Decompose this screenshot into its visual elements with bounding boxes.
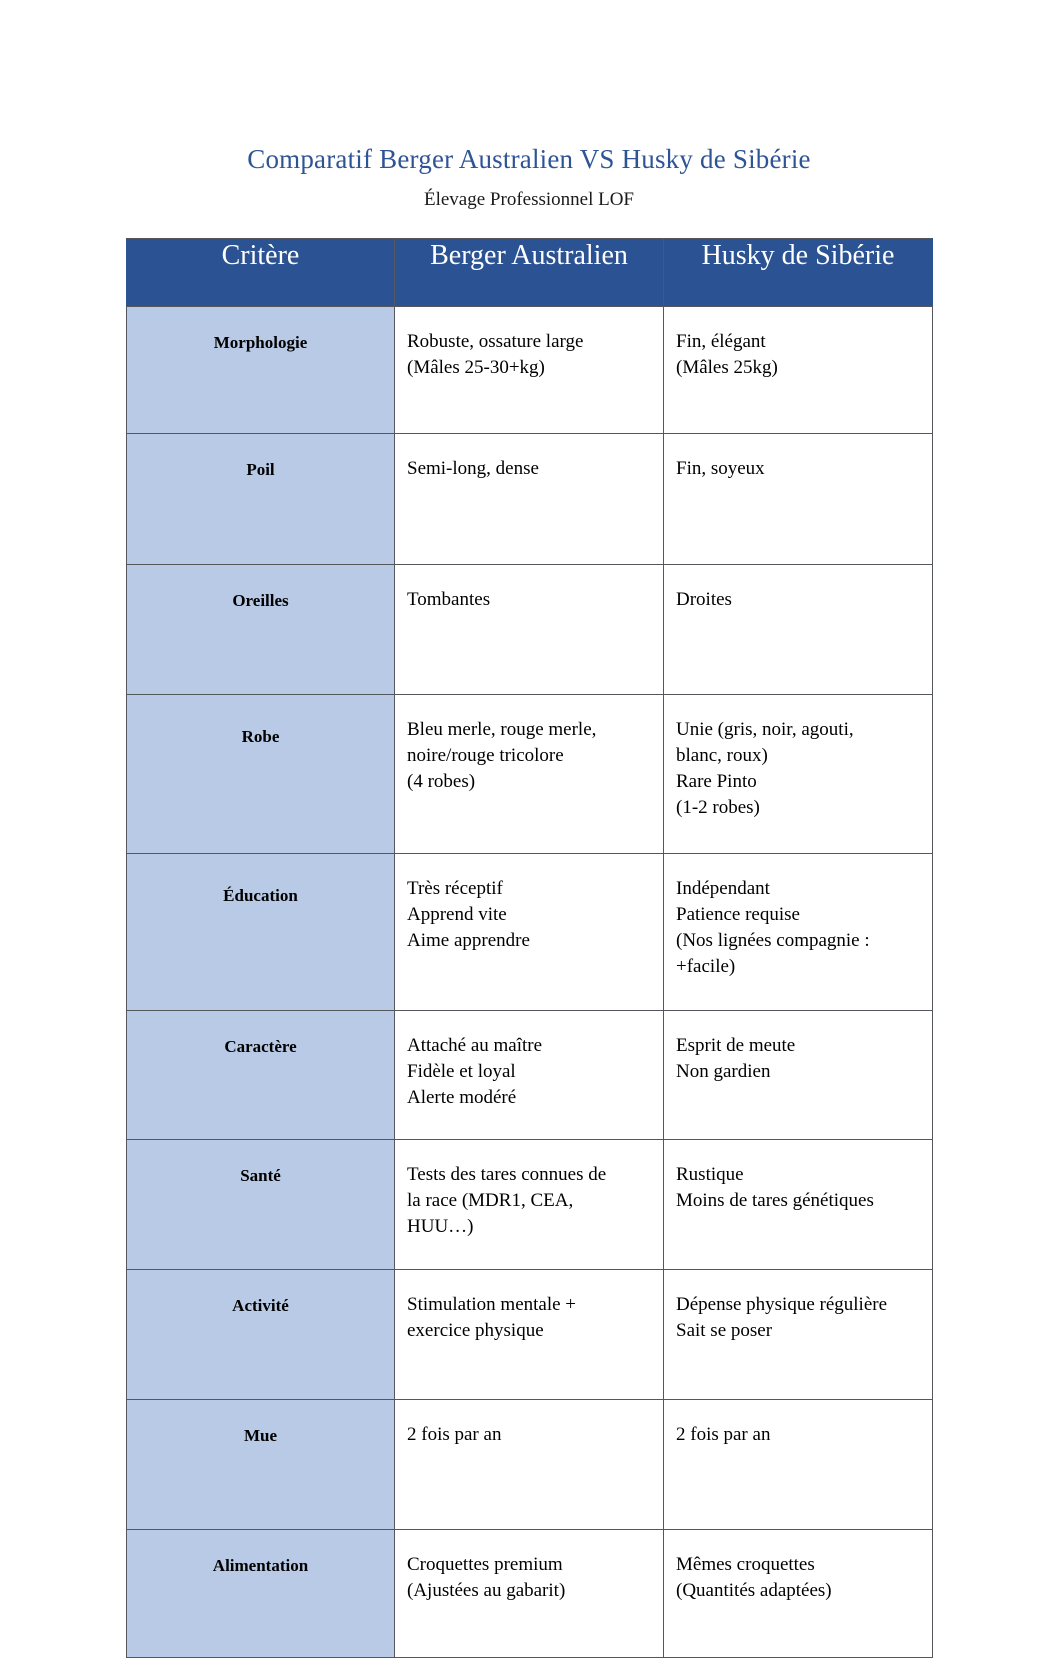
value-husky-de-siberie (664, 1530, 933, 1658)
value-berger-australien (395, 1270, 664, 1400)
cell-line: +facile) (676, 956, 736, 977)
cell-line: Attaché au maître (407, 1035, 543, 1056)
criteria-label: Activité (127, 1270, 395, 1400)
value-berger-australien (395, 1011, 664, 1140)
cell-line: la race (MDR1, CEA, (407, 1190, 574, 1211)
criteria-label: Oreilles (127, 565, 395, 695)
table-row (127, 1530, 933, 1658)
value-husky-de-siberie (664, 1011, 933, 1140)
value-husky-de-siberie (664, 854, 933, 1011)
table-header (127, 239, 933, 307)
cell-line: (4 robes) (407, 771, 476, 792)
column-header-criteria: Critère (127, 239, 395, 307)
cell-line: Indépendant (676, 878, 770, 899)
cell-line: Tombantes (407, 589, 491, 610)
value-husky-de-siberie (664, 695, 933, 854)
cell-line: Fin, soyeux (676, 458, 765, 479)
criteria-label: Mue (127, 1400, 395, 1530)
criteria-label: Poil (127, 434, 395, 565)
cell-line: Dépense physique régulière (676, 1294, 888, 1315)
value-berger-australien (395, 1400, 664, 1530)
criteria-label: Robe (127, 695, 395, 854)
table-row (127, 565, 933, 695)
page-title: Comparatif Berger Australien VS Husky de Sibérie (247, 144, 811, 175)
cell-line: noire/rouge tricolore (407, 745, 564, 766)
cell-line: Rare Pinto (676, 771, 757, 792)
criteria-label: Alimentation (127, 1530, 395, 1658)
cell-line: Bleu merle, rouge merle, (407, 719, 597, 740)
value-husky-de-siberie (664, 434, 933, 565)
table-row (127, 1140, 933, 1270)
cell-line: Droites (676, 589, 732, 610)
cell-line: 2 fois par an (407, 1424, 502, 1445)
cell-line: exercice physique (407, 1320, 544, 1341)
table-header-row (127, 239, 933, 307)
cell-line: (Mâles 25-30+kg) (407, 357, 545, 378)
value-berger-australien (395, 695, 664, 854)
table-row (127, 307, 933, 434)
cell-line: Robuste, ossature large (407, 331, 584, 352)
value-berger-australien (395, 854, 664, 1011)
cell-line: Non gardien (676, 1061, 771, 1082)
value-husky-de-siberie (664, 1400, 933, 1530)
cell-line: Rustique (676, 1164, 744, 1185)
cell-line: (Mâles 25kg) (676, 357, 778, 378)
criteria-label: Éducation (127, 854, 395, 1011)
table-body (127, 307, 933, 1658)
value-husky-de-siberie (664, 1270, 933, 1400)
cell-line: Esprit de meute (676, 1035, 796, 1056)
value-husky-de-siberie (664, 1140, 933, 1270)
criteria-label: Santé (127, 1140, 395, 1270)
value-husky-de-siberie (664, 565, 933, 695)
criteria-label: Caractère (127, 1011, 395, 1140)
value-berger-australien (395, 565, 664, 695)
cell-line: Stimulation mentale + (407, 1294, 577, 1315)
value-berger-australien (395, 1530, 664, 1658)
cell-line: (Quantités adaptées) (676, 1580, 832, 1601)
column-header-husky-de-siberie: Husky de Sibérie (664, 239, 933, 307)
cell-line: Semi-long, dense (407, 458, 539, 479)
table-row (127, 1011, 933, 1140)
cell-line: Moins de tares génétiques (676, 1190, 874, 1211)
column-header-berger-australien: Berger Australien (395, 239, 664, 307)
cell-line: 2 fois par an (676, 1424, 771, 1445)
cell-line: Fidèle et loyal (407, 1061, 516, 1082)
value-berger-australien (395, 307, 664, 434)
cell-line: Fin, élégant (676, 331, 766, 352)
cell-line: (Ajustées au gabarit) (407, 1580, 566, 1601)
value-berger-australien (395, 434, 664, 565)
cell-line: (1-2 robes) (676, 797, 760, 818)
table-row (127, 434, 933, 565)
cell-line: HUU…) (407, 1216, 474, 1237)
cell-line: Très réceptif (407, 878, 503, 899)
cell-line: Sait se poser (676, 1320, 773, 1341)
table-row (127, 695, 933, 854)
cell-line: Patience requise (676, 904, 800, 925)
comparison-table (126, 238, 933, 1658)
cell-line: Croquettes premium (407, 1554, 563, 1575)
page-subtitle: Élevage Professionnel LOF (423, 189, 634, 210)
cell-line: blanc, roux) (676, 745, 768, 766)
value-husky-de-siberie (664, 307, 933, 434)
cell-line: Tests des tares connues de (407, 1164, 607, 1185)
cell-line: (Nos lignées compagnie : (676, 930, 870, 951)
criteria-label: Morphologie (127, 307, 395, 434)
cell-line: Unie (gris, noir, agouti, (676, 719, 854, 740)
value-berger-australien (395, 1140, 664, 1270)
table-row (127, 1270, 933, 1400)
cell-line: Apprend vite (407, 904, 507, 925)
cell-line: Mêmes croquettes (676, 1554, 815, 1575)
cell-line: Alerte modéré (407, 1087, 517, 1108)
table-row (127, 1400, 933, 1530)
table-row (127, 854, 933, 1011)
cell-line: Aime apprendre (407, 930, 530, 951)
